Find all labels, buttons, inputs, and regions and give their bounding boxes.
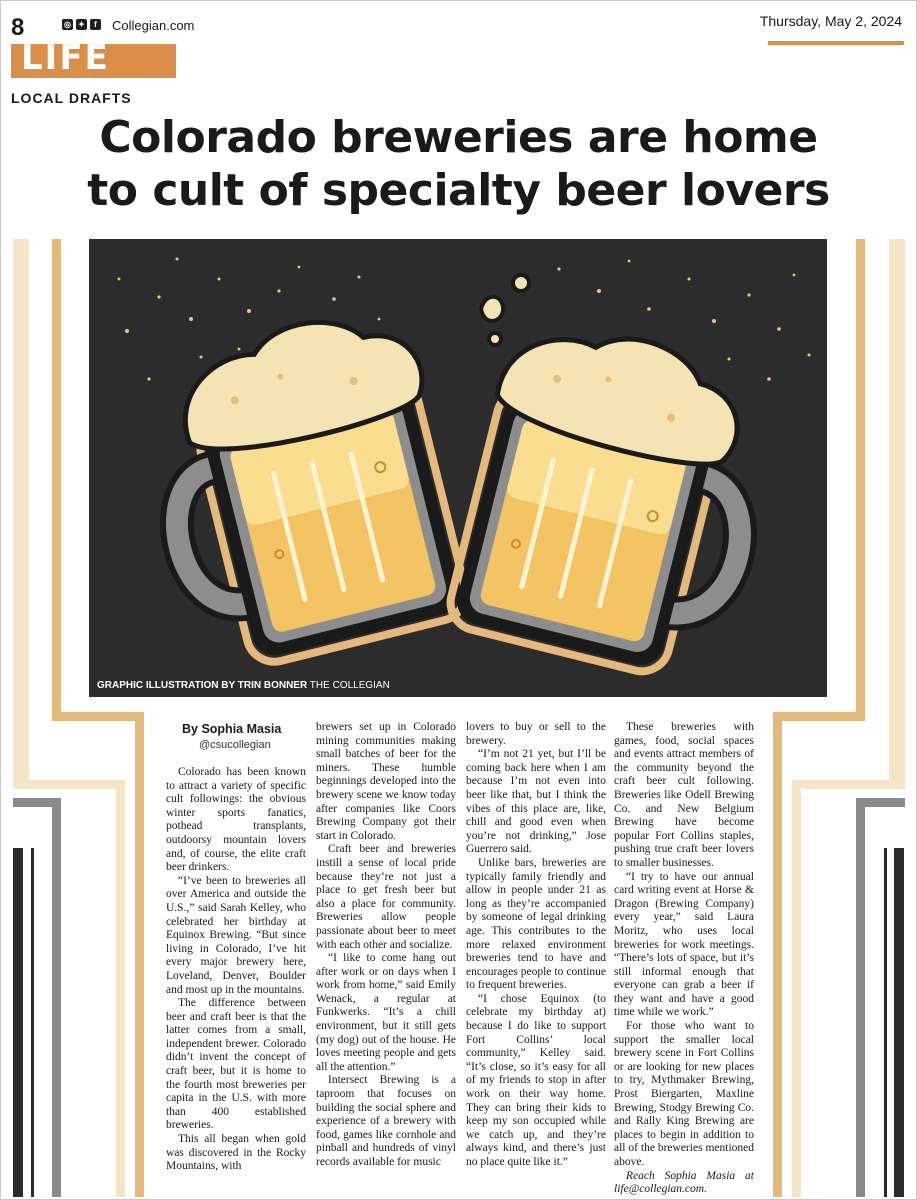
hero-illustration bbox=[89, 239, 827, 697]
frame-stripe-dark-right bbox=[894, 848, 904, 1197]
author-contact: Reach Sophia Masia at life@collegian.com. bbox=[614, 1169, 754, 1196]
instagram-icon[interactable]: ◎ bbox=[62, 19, 73, 30]
date-rule bbox=[768, 41, 904, 45]
frame-stripe-dark-right-2 bbox=[884, 848, 887, 1197]
byline: By Sophia Masia bbox=[182, 722, 282, 736]
frame-stripe-light-left bbox=[13, 239, 29, 789]
paragraph: This all began when gold was discovered in the Rocky Mountains, with bbox=[166, 1133, 306, 1173]
photo-credit bbox=[97, 680, 390, 691]
photo-credit-org: THE COLLEGIAN bbox=[309, 680, 390, 691]
frame-stripe-gray-right-v bbox=[856, 798, 865, 1197]
frame-stripe-mid-left bbox=[52, 239, 61, 719]
beer-mugs-illustration bbox=[89, 239, 827, 697]
frame-stripe-light-right-h bbox=[792, 780, 905, 789]
paragraph: The difference between beer and craft beer is that the latter comes from a small, independent brewer. Colorado didn’t invent the concept of craft beer, but it is home to the fourth most breweries per capita in the U.S. with more than 400 established breweries. bbox=[166, 997, 306, 1132]
body-column-2 bbox=[316, 721, 456, 1170]
paragraph: Craft beer and breweries instill a sense of local pride because they’re not just a place to get fresh beer but also a place for community. Breweries allow people passionate about beer to meet with each other and socialize. bbox=[316, 843, 456, 951]
paragraph: Unlike bars, breweries are typically family friendly and allow in people under 21 as long as they’re accompanied by someone of legal drinking age. This contributes to the more relaxed environment breweries tend to have and encourages people to continue to frequent breweries. bbox=[466, 856, 606, 992]
page-number: 8 bbox=[11, 14, 25, 41]
headline-line-1: Colorado breweries are home bbox=[99, 112, 818, 163]
frame-stripe-dark-left bbox=[13, 848, 23, 1197]
frame-stripe-mid-right-h bbox=[773, 712, 865, 721]
headline bbox=[0, 111, 917, 217]
frame-stripe-gray-left-v bbox=[52, 798, 61, 1197]
paragraph: “I try to have our annual card writing event at Horse & Dragon (Brewing Company) every year,” said Laura Moritz, who uses local breweries for work meetings. “There’s lots of space, but it’s still informal enough that everyone can grab a beer if they want and have a good time while we work.” bbox=[614, 870, 754, 1019]
frame-stripe-light-left-v2 bbox=[116, 780, 125, 1197]
headline-line-2: to cult of specialty beer lovers bbox=[87, 165, 830, 216]
frame-stripe-mid-right bbox=[856, 239, 865, 719]
paragraph: “I like to come hang out after work or on days when I work from home,” said Emily Wenack, a regular at Funkwerks. “It’s a chill environment, but it still gets (my dog) out of the house. He loves meeting people and gets all the attention.” bbox=[316, 952, 456, 1073]
paragraph: “I chose Equinox (to celebrate my birthday at) because I do like to support Fort Collins’ local community,” Kelley said. “It’s close, so it’s easy for all of my friends to stop in after work on their way home. They can bring their kids to keep my son occupied while we catch up, and they’re always kind, and there’s just no place quite like it.” bbox=[466, 992, 606, 1168]
kicker: LOCAL DRAFTS bbox=[11, 90, 132, 106]
frame-stripe-light-right-v2 bbox=[792, 780, 801, 1197]
foam-splash bbox=[481, 275, 529, 345]
frame-stripe-light-left-h bbox=[13, 780, 125, 789]
paragraph: Colorado has been known to attract a variety of specific cult followings: the obvious winter sports fanatics, pothead transplants, outdoorsy mountain lovers and, of course, the elite craft beer drinkers. bbox=[166, 766, 306, 874]
paragraph: “I’ve been to breweries all over America and outside the U.S.,” said Sarah Kelley, who celebrated her birthday at Equinox Brewing. “But since living in Colorado, I’ve hit every major brewery here, Loveland, Denver, Boulder and most up in the mountains. bbox=[166, 874, 306, 996]
paragraph: brewers set up in Colorado mining communities making small batches of beer for the miners. These humble beginnings developed into the brewery scene we know today after companies like Coors Brewing Company got their start in Colorado. bbox=[316, 721, 456, 842]
twitter-icon[interactable]: ✦ bbox=[76, 19, 87, 30]
paragraph: For those who want to support the smaller local brewery scene in Fort Collins or are looking for new places to try, Mythmaker Brewing, Prost Biergarten, Maxline Brewing, Stodgy Brewing Co. and Rally King Brewing are places to begin in addition to all of the breweries mentioned above. bbox=[614, 1020, 754, 1168]
right-mug bbox=[440, 309, 782, 687]
social-icons bbox=[62, 19, 101, 30]
section-label: LIFE bbox=[21, 38, 110, 78]
frame-stripe-mid-left-h bbox=[52, 712, 144, 721]
photo-credit-role: GRAPHIC ILLUSTRATION BY TRIN BONNER bbox=[97, 680, 308, 691]
frame-stripe-light-right bbox=[889, 239, 905, 789]
body-column-1 bbox=[166, 766, 306, 1174]
author-handle[interactable]: @csucollegian bbox=[199, 739, 271, 751]
paragraph: “I’m not 21 yet, but I’ll be coming back here when I am because I’m not even into beer like that, but I think the vibes of this place are, like, chill and good even when you’re not drinking,” Jose Guerrero said. bbox=[466, 748, 606, 856]
frame-stripe-mid-right-v2 bbox=[773, 712, 782, 1197]
body-column-3 bbox=[466, 721, 606, 1170]
frame-stripe-dark-left-2 bbox=[31, 848, 34, 1197]
facebook-icon[interactable]: f bbox=[90, 19, 101, 30]
frame-stripe-mid-left-v2 bbox=[135, 712, 144, 1197]
left-mug bbox=[135, 299, 481, 678]
paragraph: Intersect Brewing is a taproom that focuses on building the social sphere and experience of a brewery with food, games like cornhole and pinball and hundreds of vinyl records available for music bbox=[316, 1074, 456, 1168]
site-url[interactable]: Collegian.com bbox=[112, 18, 195, 33]
issue-date: Thursday, May 2, 2024 bbox=[759, 13, 902, 29]
paragraph: These breweries with games, food, social spaces and events attract members of the community beyond the craft beer cult following. Breweries like Odell Brewing Co. and New Belgium Brewing have become popular Fort Collins staples, pushing true craft beer lovers to smaller businesses. bbox=[614, 721, 754, 869]
body-column-4 bbox=[614, 721, 754, 1197]
paragraph: lovers to buy or sell to the brewery. bbox=[466, 721, 606, 747]
